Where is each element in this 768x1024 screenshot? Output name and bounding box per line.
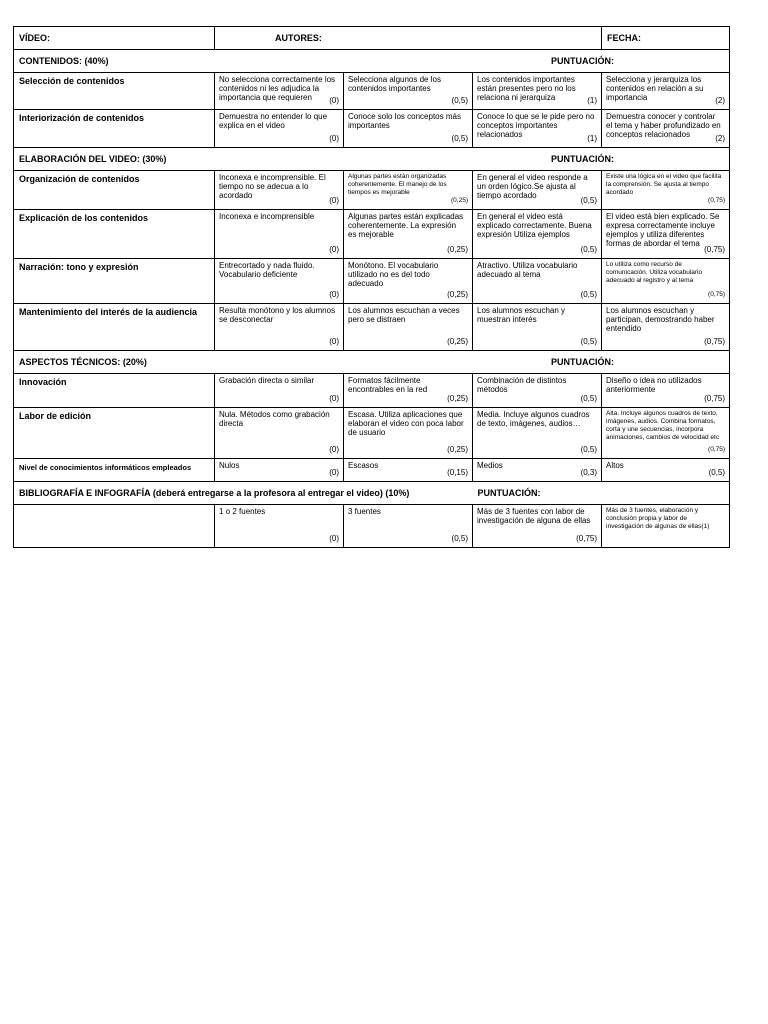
rating-cell [473, 505, 602, 548]
rating-description: Los contenidos importantes están presentes pero no los relaciona ni jerarquiza [477, 75, 576, 102]
video-label: VÍDEO: [14, 27, 215, 50]
rating-cell [344, 259, 473, 304]
rating-description: Combinación de distintos métodos [477, 376, 567, 394]
rating-cell [215, 110, 344, 148]
rating-cell [215, 505, 344, 548]
rating-cell [602, 259, 730, 304]
rating-cell [344, 408, 473, 459]
rating-description: Altos [606, 461, 624, 470]
criterion-row [14, 73, 730, 110]
rating-description: Inconexa e incomprensible. El tiempo no se adecua a lo acordado [219, 173, 326, 200]
rating-description: Más de 3 fuentes con labor de investigación de alguna de ellas [477, 507, 591, 525]
rating-score: (0) [326, 134, 339, 143]
rating-score: (0,5) [578, 290, 597, 299]
rating-score: (0,75) [701, 337, 725, 346]
rating-score: (0,75) [573, 534, 597, 543]
rating-cell [344, 110, 473, 148]
rating-cell [473, 259, 602, 304]
rating-cell [602, 210, 730, 259]
rating-description: Nulos [219, 461, 240, 470]
criterion-label [14, 505, 215, 548]
rating-description: Selecciona algunos de los contenidos importantes [348, 75, 441, 93]
criterion-row [14, 505, 730, 548]
criterion-label: Nivel de conocimientos informáticos empleados [14, 459, 215, 482]
rating-score: (0,75) [701, 394, 725, 403]
section-header [14, 351, 730, 374]
rating-cell [215, 73, 344, 110]
rating-cell [344, 73, 473, 110]
rating-score: (0) [326, 196, 339, 205]
rating-description: Demuestra no entender lo que explica en el video [219, 112, 328, 130]
criterion-label: Labor de edición [14, 408, 215, 459]
rating-description: Algunas partes están explicadas coherentemente. La expresión es mejorable [348, 212, 464, 239]
rating-cell [215, 259, 344, 304]
section-header-row [14, 482, 730, 505]
criterion-row [14, 110, 730, 148]
section-header-row [14, 148, 730, 171]
rating-score: (1) [584, 134, 597, 143]
section-puntuacion-label: PUNTUACIÓN: [551, 153, 615, 164]
section-header [14, 148, 730, 171]
rating-description: Los alumnos escuchan y participan, demostrando haber entendido [606, 306, 715, 333]
rating-score: (0) [326, 96, 339, 105]
rating-description: Monótono. El vocabulario utilizado no es del todo adecuado [348, 261, 439, 288]
rating-description: Grabación directa o similar [219, 376, 315, 385]
rating-score: (0) [326, 337, 339, 346]
criterion-label: Mantenimiento del interés de la audiencia [14, 304, 215, 351]
rating-description: El video está bien explicado. Se expresa correctamente incluye ejemplos y utiliza diferentes formas de abordar el tema [606, 212, 720, 248]
criterion-row [14, 374, 730, 408]
section-title: CONTENIDOS: (40%) [19, 55, 109, 66]
rating-cell [344, 210, 473, 259]
rating-cell [602, 171, 730, 210]
criterion-row [14, 408, 730, 459]
rating-cell [473, 110, 602, 148]
rating-score: (0) [326, 290, 339, 299]
rating-description: Los alumnos escuchan y muestran interés [477, 306, 566, 324]
rating-description: Resulta monótono y los alumnos se desconectar [219, 306, 336, 324]
rating-score: (0,75) [701, 245, 725, 254]
rating-score: (0) [326, 394, 339, 403]
rating-description: Diseño o idea no utilizados anteriormente [606, 376, 702, 394]
rating-description: Formatos fácilmente encontrables en la red [348, 376, 428, 394]
rating-score: (0,25) [444, 445, 468, 454]
rating-description: Existe una lógica en el video que facilita la comprensión. Se ajusta al tiempo acordado [606, 173, 722, 196]
autores-label: AUTORES: [215, 27, 602, 50]
rating-cell [602, 505, 730, 548]
rating-description: Selecciona y jerarquiza los contenidos en relación a su importancia [606, 75, 704, 102]
rating-description: En general el video está explicado correctamente. Buena expresión Utiliza ejemplos [477, 212, 592, 239]
rating-cell [473, 171, 602, 210]
rating-cell [473, 374, 602, 408]
rating-cell [215, 459, 344, 482]
section-title: ELABORACIÓN DEL VIDEO: (30%) [19, 153, 167, 164]
rating-cell [473, 304, 602, 351]
rating-score: (0) [326, 245, 339, 254]
rating-cell [215, 374, 344, 408]
rating-score: (0,5) [449, 96, 468, 105]
rating-score: (0,75) [705, 446, 725, 454]
criterion-label: Narración: tono y expresión [14, 259, 215, 304]
rating-cell [602, 110, 730, 148]
rating-description: Entrecortado y nada fluido. Vocabulario deficiente [219, 261, 315, 279]
rating-description: Escasa. Utiliza aplicaciones que elaboran el video con poca labor de usuario [348, 410, 464, 437]
rating-score: (0,3) [578, 468, 597, 477]
rating-cell [473, 210, 602, 259]
rating-cell [473, 73, 602, 110]
section-header-row [14, 50, 730, 73]
rating-cell [344, 304, 473, 351]
rating-description: Inconexa e incomprensible [219, 212, 315, 221]
section-title: BIBLIOGRAFÍA E INFOGRAFÍA (deberá entregarse a la profesora al entregar el video) (10%) [14, 482, 473, 505]
rating-cell [602, 304, 730, 351]
criterion-row [14, 171, 730, 210]
rating-score: (0,25) [444, 245, 468, 254]
rating-score: (2) [712, 134, 725, 143]
rating-score: (0,25) [444, 337, 468, 346]
rating-cell [344, 459, 473, 482]
rating-score: (0) [326, 468, 339, 477]
rating-cell [473, 408, 602, 459]
rating-score: (0,5) [578, 445, 597, 454]
rating-cell [215, 408, 344, 459]
rating-description: Algunas partes están organizadas coherentemente. El manejo de los tiempos es mejorable [348, 173, 447, 196]
criterion-row [14, 304, 730, 351]
rating-description: Alta. Incluye algunos cuadros de texto, imágenes, audios. Combina formatos, corta y une secuencias, incorpora animaciones, cambios de velocidad etc [606, 410, 720, 441]
rating-description: Escasos [348, 461, 379, 470]
rating-description: Media. Incluye algunos cuadros de texto, imágenes, audios… [477, 410, 590, 428]
fecha-label: FECHA: [602, 27, 730, 50]
rating-description: Los alumnos escuchan a veces pero se distraen [348, 306, 460, 324]
rating-description: Medios [477, 461, 503, 470]
section-puntuacion-label: PUNTUACIÓN: [473, 482, 730, 505]
criterion-label: Innovación [14, 374, 215, 408]
rating-description: Más de 3 fuentes, elaboración y conclusión propia y labor de investigación de algunas de ellas(1) [606, 507, 710, 530]
rating-cell [602, 408, 730, 459]
rating-score: (0,5) [578, 245, 597, 254]
rating-cell [602, 459, 730, 482]
rating-description: Demuestra conocer y controlar el tema y haber profundizado en conceptos relacionados [606, 112, 721, 139]
criterion-label: Organización de contenidos [14, 171, 215, 210]
rating-description: Conoce lo que se le pide pero no conceptos importantes relacionados [477, 112, 595, 139]
criterion-label: Selección de contenidos [14, 73, 215, 110]
rating-description: 3 fuentes [348, 507, 381, 516]
rating-description: Conoce solo los conceptos más importantes [348, 112, 461, 130]
section-puntuacion-label: PUNTUACIÓN: [551, 356, 615, 367]
rating-score: (0,15) [444, 468, 468, 477]
rating-score: (0,25) [444, 290, 468, 299]
rating-score: (0) [326, 445, 339, 454]
rating-score: (0,25) [448, 197, 468, 205]
section-title: ASPECTOS TÉCNICOS: (20%) [19, 356, 147, 367]
rating-cell [602, 374, 730, 408]
rating-score: (0,5) [706, 468, 725, 477]
rating-score: (0,25) [444, 394, 468, 403]
section-header-row [14, 351, 730, 374]
criterion-row [14, 259, 730, 304]
rating-description: Lo utiliza como recurso de comunicación. Utiliza vocabulario adecuado al registro y al tema [606, 261, 703, 284]
rating-score: (0,75) [705, 197, 725, 205]
rating-cell [602, 73, 730, 110]
rating-score: (0) [326, 534, 339, 543]
rating-cell [215, 171, 344, 210]
section-puntuacion-label: PUNTUACIÓN: [551, 55, 615, 66]
rating-cell [473, 459, 602, 482]
rating-score: (0,75) [705, 291, 725, 299]
rating-score: (0,5) [449, 134, 468, 143]
rating-cell [344, 505, 473, 548]
section-header [14, 50, 730, 73]
rating-description: Nula. Métodos como grabación directa [219, 410, 330, 428]
rating-cell [344, 374, 473, 408]
rating-description: Atractivo. Utiliza vocabulario adecuado al tema [477, 261, 578, 279]
criterion-row [14, 210, 730, 259]
rating-cell [344, 171, 473, 210]
criterion-row [14, 459, 730, 482]
criterion-label: Interiorización de contenidos [14, 110, 215, 148]
rating-cell [215, 210, 344, 259]
rating-cell [215, 304, 344, 351]
rating-score: (0,5) [578, 337, 597, 346]
rating-score: (0,5) [578, 394, 597, 403]
rating-description: En general el video responde a un orden lógico.Se ajusta al tiempo acordado [477, 173, 588, 200]
criterion-label: Explicación de los contenidos [14, 210, 215, 259]
rating-score: (1) [584, 96, 597, 105]
rating-description: 1 o 2 fuentes [219, 507, 266, 516]
rating-description: No selecciona correctamente los contenidos ni les adjudica la importancia que requieren [219, 75, 336, 102]
rating-score: (0,5) [449, 534, 468, 543]
header-row [14, 27, 730, 50]
rating-score: (2) [712, 96, 725, 105]
evaluation-rubric-table [13, 26, 730, 548]
rating-score: (0,5) [578, 196, 597, 205]
